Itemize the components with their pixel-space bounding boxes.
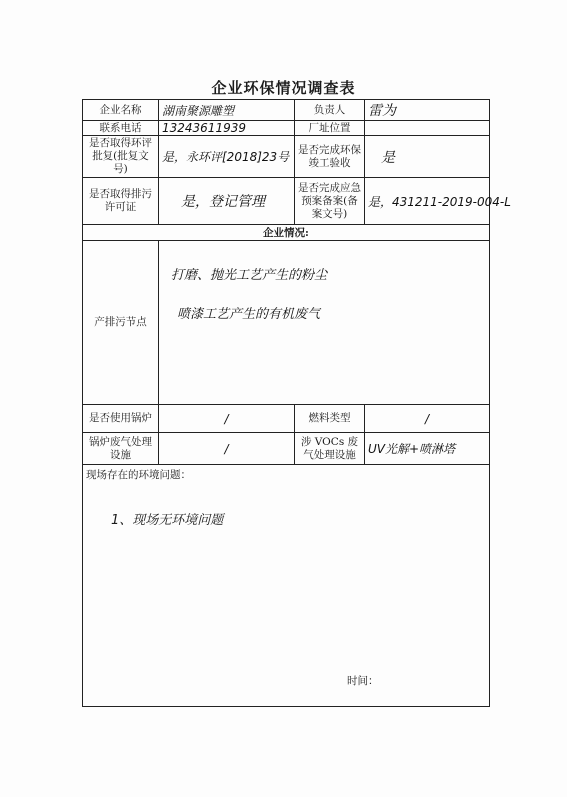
company-name-value: 湖南聚源雕塑	[159, 100, 295, 121]
phone-value: 13243611939	[159, 121, 295, 136]
address-value	[365, 121, 490, 136]
address-label: 厂址位置	[295, 121, 365, 136]
pollution-label: 产排污节点	[83, 241, 159, 405]
permit-label: 是否取得排污许可证	[83, 178, 159, 225]
page-title: 企业环保情况调查表	[211, 79, 356, 97]
pollution-cell	[159, 241, 490, 405]
vocs-label: 涉 VOCs 废气处理设施	[295, 433, 365, 465]
time-label: 时间：	[347, 675, 379, 687]
boiler-gas-value: /	[159, 433, 295, 465]
principal-label: 负责人	[295, 100, 365, 121]
row-boiler	[83, 405, 490, 433]
section-heading: 企业情况:	[83, 225, 490, 241]
row-issues	[83, 465, 490, 707]
boiler-label: 是否使用锅炉	[83, 405, 159, 433]
pollution-line-2: 喷漆工艺产生的有机废气	[177, 307, 321, 322]
row-company	[83, 100, 490, 121]
eia-value: 是，永环评[2018]23号	[159, 136, 295, 178]
row-pollution	[83, 241, 490, 405]
issues-cell	[83, 465, 490, 707]
emergency-value: 是，431211-2019-004-L	[365, 178, 490, 225]
emergency-label: 是否完成应急预案备案(备案文号)	[295, 178, 365, 225]
survey-form	[82, 99, 511, 707]
fuel-label: 燃料类型	[295, 405, 365, 433]
phone-label: 联系电话	[83, 121, 159, 136]
issue-item-1: 1、现场无环境问题	[111, 513, 224, 528]
row-gas	[83, 433, 490, 465]
boiler-gas-label: 锅炉废气处理设施	[83, 433, 159, 465]
boiler-value: /	[159, 405, 295, 433]
row-permit	[83, 178, 490, 225]
fuel-value: /	[365, 405, 490, 433]
eia-label: 是否取得环评批复(批复文号)	[83, 136, 159, 178]
permit-value: 是，登记管理	[159, 178, 295, 225]
row-phone	[83, 121, 490, 136]
row-eia	[83, 136, 490, 178]
row-section	[83, 225, 490, 241]
vocs-value: UV光解+喷淋塔	[365, 433, 490, 465]
acceptance-value: 是	[365, 136, 490, 178]
company-name-label: 企业名称	[83, 100, 159, 121]
principal-value: 雷为	[365, 100, 490, 121]
pollution-line-1: 打磨、抛光工艺产生的粉尘	[171, 268, 328, 283]
issues-label: 现场存在的环境问题：	[86, 469, 191, 481]
acceptance-label: 是否完成环保竣工验收	[295, 136, 365, 178]
